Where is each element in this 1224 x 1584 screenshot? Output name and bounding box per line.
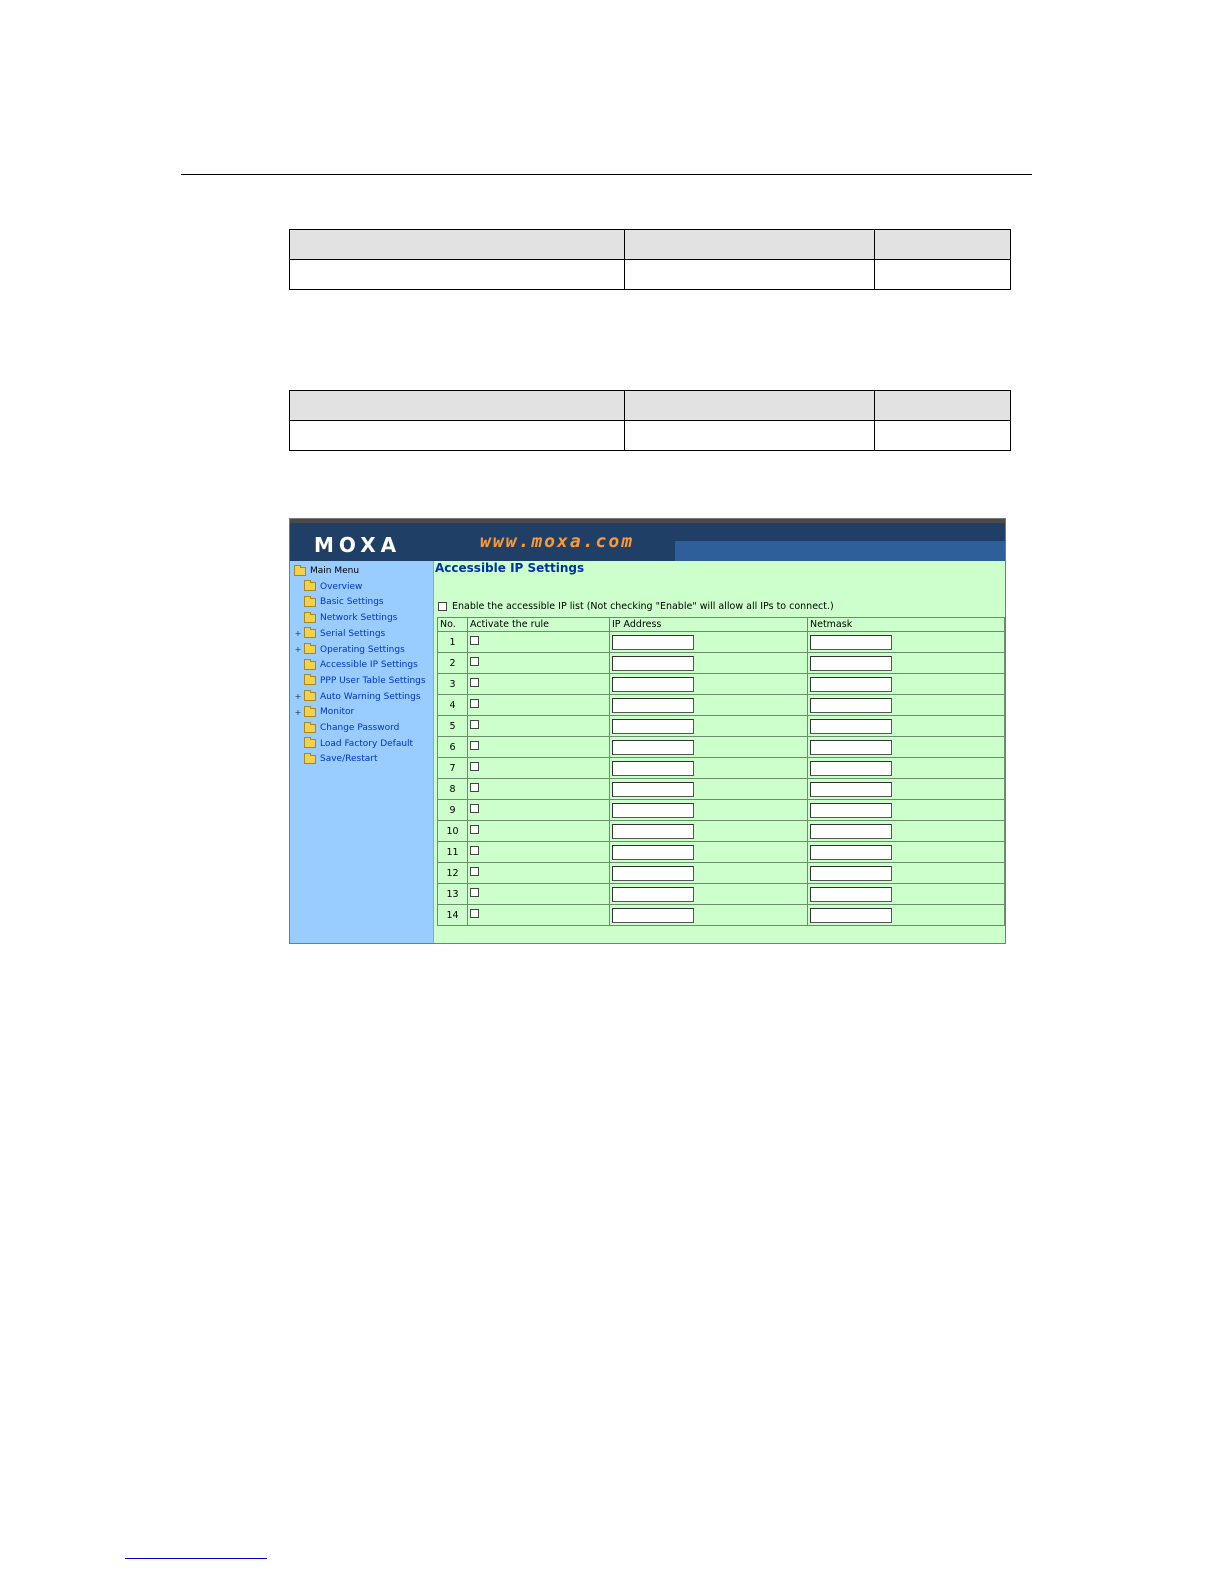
menu-item-label: PPP User Table Settings	[320, 675, 426, 686]
menu-item-label: Serial Settings	[320, 628, 386, 639]
menu-item[interactable]	[294, 737, 413, 751]
table-cell	[875, 421, 1011, 451]
ip-address-input[interactable]	[612, 845, 694, 860]
ip-address-cell	[610, 905, 808, 926]
activate-cell	[468, 884, 610, 905]
ip-address-input[interactable]	[612, 740, 694, 755]
ip-rule-row	[438, 842, 1005, 863]
ip-address-cell	[610, 821, 808, 842]
page-title: Accessible IP Settings	[435, 561, 585, 575]
ip-address-input[interactable]	[612, 677, 694, 692]
activate-cell	[468, 842, 610, 863]
activate-cell	[468, 779, 610, 800]
menu-item-label: Basic Settings	[320, 597, 384, 608]
folder-icon	[304, 724, 316, 733]
ip-address-input[interactable]	[612, 803, 694, 818]
menu-item[interactable]	[294, 690, 421, 704]
activate-cell	[468, 632, 610, 653]
folder-icon	[304, 614, 316, 623]
table-cell	[875, 260, 1011, 290]
table-header-row	[290, 230, 1011, 260]
table-header-row	[290, 391, 1011, 421]
activate-cell	[468, 905, 610, 926]
menu-item-label: Change Password	[320, 723, 400, 733]
rule-number: 11	[438, 842, 468, 863]
folder-icon	[304, 676, 316, 685]
ip-address-input[interactable]	[612, 698, 694, 713]
ip-address-cell	[610, 674, 808, 695]
banner-top-stripe	[290, 519, 1005, 523]
menu-item-label: Monitor	[320, 707, 355, 718]
ip-address-input[interactable]	[612, 908, 694, 923]
activate-rule-checkbox[interactable]	[470, 783, 479, 792]
folder-icon	[304, 708, 316, 717]
ip-address-cell	[610, 779, 808, 800]
ip-rule-row	[438, 632, 1005, 653]
banner-band	[675, 541, 1005, 561]
activate-cell	[468, 863, 610, 884]
activate-rule-checkbox[interactable]	[470, 804, 479, 813]
netmask-input[interactable]	[810, 887, 892, 902]
accessible-ip-table	[437, 617, 1005, 926]
menu-item-label: Accessible IP Settings	[320, 660, 418, 671]
ip-address-input[interactable]	[612, 719, 694, 734]
activate-rule-checkbox[interactable]	[470, 867, 479, 876]
footer-rule	[125, 1558, 267, 1559]
menu-item-label: Overview	[320, 581, 363, 592]
web-console-screenshot	[289, 518, 1006, 944]
ip-address-cell	[610, 737, 808, 758]
ip-rule-row	[438, 737, 1005, 758]
ip-address-input[interactable]	[612, 782, 694, 797]
table-cell	[624, 260, 875, 290]
netmask-input[interactable]	[810, 803, 892, 818]
ip-address-input[interactable]	[612, 887, 694, 902]
menu-item[interactable]	[294, 674, 426, 688]
ip-rule-row	[438, 716, 1005, 737]
netmask-cell	[808, 821, 1005, 842]
activate-rule-checkbox[interactable]	[470, 699, 479, 708]
ip-address-cell	[610, 695, 808, 716]
netmask-cell	[808, 758, 1005, 779]
header-rule	[181, 174, 1032, 175]
rule-number: 13	[438, 884, 468, 905]
folder-icon	[304, 598, 316, 607]
col-activate: Activate the rule	[468, 618, 610, 632]
netmask-input[interactable]	[810, 866, 892, 881]
rule-number: 7	[438, 758, 468, 779]
activate-cell	[468, 695, 610, 716]
ip-rule-row	[438, 653, 1005, 674]
col-ip-address: IP Address	[610, 618, 808, 632]
folder-icon	[304, 645, 316, 654]
ip-rule-row	[438, 863, 1005, 884]
ip-rule-row	[438, 695, 1005, 716]
netmask-input[interactable]	[810, 908, 892, 923]
folder-icon	[304, 692, 316, 701]
expand-icon[interactable]: +	[294, 629, 302, 639]
ip-address-cell	[610, 758, 808, 779]
activate-rule-checkbox[interactable]	[470, 846, 479, 855]
netmask-cell	[808, 737, 1005, 758]
folder-icon	[294, 567, 306, 576]
ip-address-cell	[610, 653, 808, 674]
ip-address-input[interactable]	[612, 761, 694, 776]
netmask-cell	[808, 632, 1005, 653]
menu-item[interactable]	[294, 643, 405, 657]
expand-icon[interactable]: +	[294, 645, 302, 654]
ip-address-cell	[610, 863, 808, 884]
ip-address-cell	[610, 800, 808, 821]
menu-item-label: Load Factory Default	[320, 738, 414, 749]
netmask-cell	[808, 716, 1005, 737]
ip-rule-row	[438, 800, 1005, 821]
activate-rule-checkbox[interactable]	[470, 909, 479, 918]
ip-address-input[interactable]	[612, 866, 694, 881]
menu-item[interactable]	[294, 627, 385, 641]
main-menu-sidebar	[290, 561, 434, 943]
folder-icon	[304, 739, 316, 748]
activate-rule-checkbox[interactable]	[470, 741, 479, 750]
activate-cell	[468, 758, 610, 779]
menu-item-label: Network Settings	[320, 613, 398, 624]
rule-number: 5	[438, 716, 468, 737]
col-netmask: Netmask	[808, 618, 1005, 632]
rule-number: 2	[438, 653, 468, 674]
table-cell	[290, 230, 625, 260]
menu-item[interactable]	[294, 611, 397, 625]
menu-item[interactable]	[294, 595, 384, 609]
ip-rule-row	[438, 779, 1005, 800]
moxa-logo: MOXA	[314, 533, 402, 557]
activate-rule-checkbox[interactable]	[470, 720, 479, 729]
rule-number: 1	[438, 632, 468, 653]
table-cell	[624, 391, 875, 421]
menu-item[interactable]	[294, 658, 418, 672]
table-row	[290, 260, 1011, 290]
activate-cell	[468, 653, 610, 674]
rule-number: 8	[438, 779, 468, 800]
ip-address-input[interactable]	[612, 656, 694, 671]
menu-item[interactable]	[294, 705, 354, 719]
rule-number: 12	[438, 863, 468, 884]
activate-rule-checkbox[interactable]	[470, 657, 479, 666]
ip-rule-row	[438, 821, 1005, 842]
table-cell	[290, 421, 625, 451]
menu-item[interactable]	[294, 752, 377, 766]
enable-ip-list-row[interactable]	[438, 601, 834, 612]
netmask-input[interactable]	[810, 845, 892, 860]
ip-address-input[interactable]	[612, 635, 694, 650]
menu-item[interactable]	[294, 580, 362, 594]
ip-rule-row	[438, 884, 1005, 905]
col-no: No.	[438, 618, 468, 632]
netmask-input[interactable]	[810, 824, 892, 839]
netmask-cell	[808, 653, 1005, 674]
netmask-input[interactable]	[810, 740, 892, 755]
activate-cell	[468, 716, 610, 737]
table-cell	[875, 391, 1011, 421]
netmask-cell	[808, 674, 1005, 695]
menu-item-label: Main Menu	[310, 566, 360, 576]
folder-icon	[304, 629, 316, 638]
moxa-banner	[290, 519, 1005, 561]
activate-rule-checkbox[interactable]	[470, 678, 479, 687]
netmask-input[interactable]	[810, 761, 892, 776]
settings-table-1	[289, 229, 1011, 290]
netmask-cell	[808, 695, 1005, 716]
table-cell	[290, 260, 625, 290]
rule-number: 4	[438, 695, 468, 716]
table-cell	[290, 391, 625, 421]
netmask-cell	[808, 800, 1005, 821]
folder-icon	[304, 582, 316, 591]
netmask-input[interactable]	[810, 719, 892, 734]
folder-icon	[304, 755, 316, 764]
menu-item[interactable]	[294, 721, 399, 735]
activate-cell	[468, 821, 610, 842]
ip-rule-row	[438, 674, 1005, 695]
ip-address-input[interactable]	[612, 824, 694, 839]
rule-number: 9	[438, 800, 468, 821]
rule-number: 6	[438, 737, 468, 758]
menu-item-label: Auto Warning Settings	[320, 691, 421, 702]
menu-root[interactable]	[294, 564, 359, 578]
ip-table-header	[438, 618, 1005, 632]
netmask-cell	[808, 905, 1005, 926]
table-cell	[624, 421, 875, 451]
ip-rule-row	[438, 905, 1005, 926]
menu-item-label: Save/Restart	[320, 754, 378, 765]
netmask-input[interactable]	[810, 656, 892, 671]
expand-icon[interactable]: +	[294, 707, 302, 717]
ip-address-cell	[610, 842, 808, 863]
ip-address-cell	[610, 716, 808, 737]
ip-address-cell	[610, 632, 808, 653]
activate-cell	[468, 737, 610, 758]
netmask-cell	[808, 842, 1005, 863]
activate-cell	[468, 674, 610, 695]
netmask-cell	[808, 863, 1005, 884]
activate-rule-checkbox[interactable]	[470, 762, 479, 771]
activate-cell	[468, 800, 610, 821]
menu-item-label: Operating Settings	[320, 644, 405, 655]
enable-ip-list-checkbox[interactable]	[438, 602, 447, 611]
table-cell	[875, 230, 1011, 260]
netmask-input[interactable]	[810, 677, 892, 692]
activate-rule-checkbox[interactable]	[470, 636, 479, 645]
ip-rule-row	[438, 758, 1005, 779]
netmask-cell	[808, 884, 1005, 905]
table-row	[290, 421, 1011, 451]
activate-rule-checkbox[interactable]	[470, 825, 479, 834]
rule-number: 3	[438, 674, 468, 695]
rule-number: 14	[438, 905, 468, 926]
accessible-ip-panel	[434, 561, 1005, 943]
settings-table-2	[289, 390, 1011, 451]
moxa-url: www.moxa.com	[480, 531, 635, 552]
table-cell	[624, 230, 875, 260]
activate-rule-checkbox[interactable]	[470, 888, 479, 897]
netmask-input[interactable]	[810, 635, 892, 650]
ip-address-cell	[610, 884, 808, 905]
netmask-input[interactable]	[810, 698, 892, 713]
netmask-input[interactable]	[810, 782, 892, 797]
netmask-cell	[808, 779, 1005, 800]
folder-icon	[304, 661, 316, 670]
rule-number: 10	[438, 821, 468, 842]
enable-ip-list-label: Enable the accessible IP list (Not checking "Enable" will allow all IPs to connect.)	[452, 601, 834, 612]
expand-icon[interactable]: +	[294, 692, 302, 702]
